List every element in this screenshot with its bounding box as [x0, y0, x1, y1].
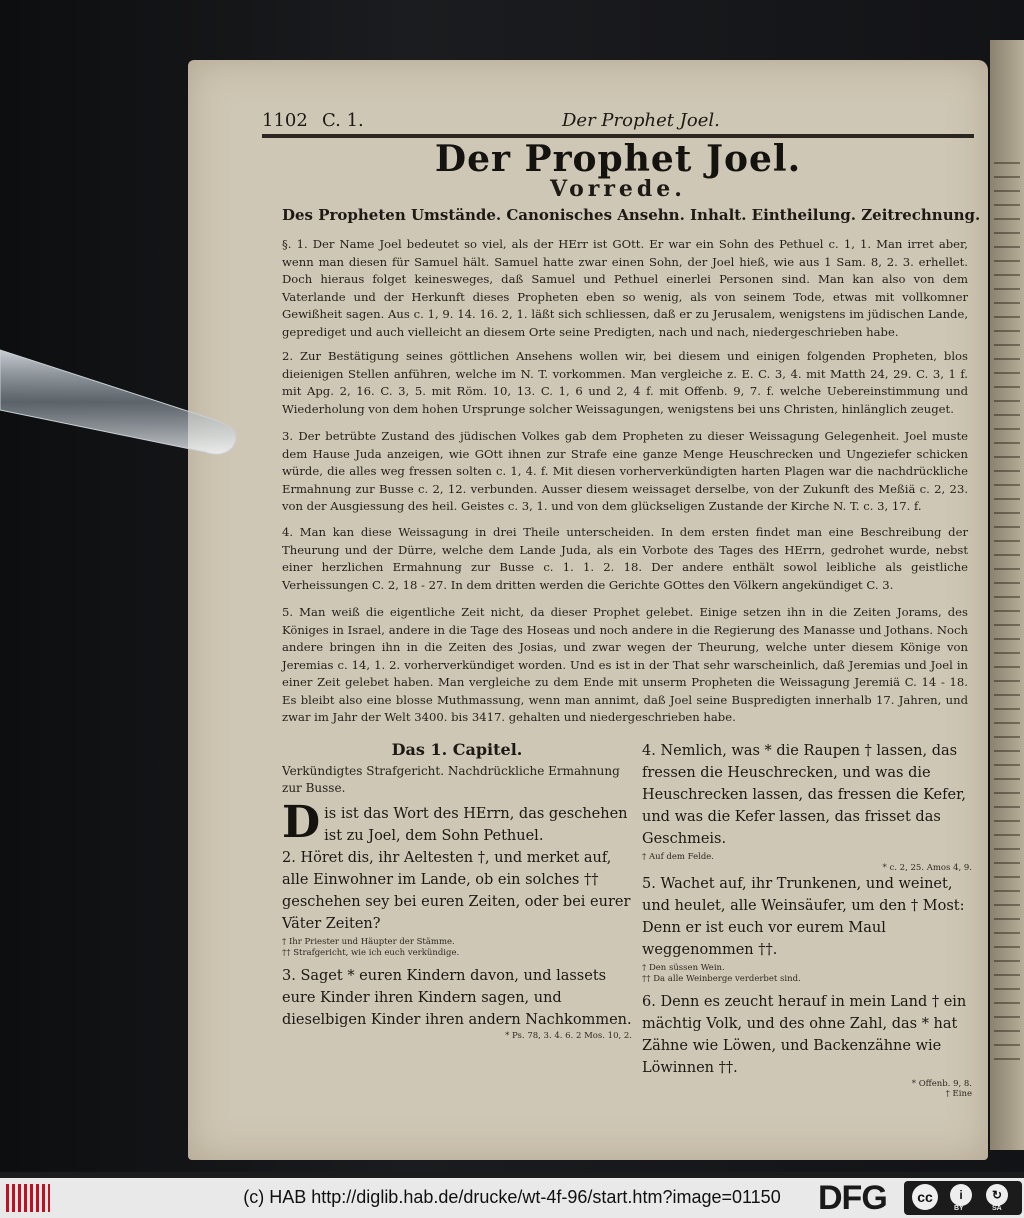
- catchword: † Eine: [945, 1089, 972, 1099]
- cc-license-badge[interactable]: [904, 1181, 1022, 1215]
- by-label: BY: [954, 1205, 964, 1212]
- verse-2: 2. Höret dis, ihr Aeltesten †, und merket auf, alle Einwohner im Lande, ob ein solches †† geschehen sey bei euren Zeiten, oder bei eurer Väter Zeiten?: [282, 850, 631, 932]
- sa-icon: ↻: [986, 1184, 1008, 1206]
- chapter-summary: Verkündigtes Strafgericht. Nachdrückliche Ermahnung zur Busse.: [282, 764, 620, 795]
- preface-summary: Des Propheten Umstände. Canonisches Ansehn. Inhalt. Eintheilung. Zeitrechnung.: [282, 206, 981, 224]
- page-holder-wand: [0, 330, 250, 480]
- sa-label: SA: [992, 1205, 1002, 1212]
- preface-paragraph-5: 5. Man weiß die eigentliche Zeit nicht, da dieser Prophet gelebet. Einige setzen ihn in die Zeiten Jorams, des Königes in Israel, andere in die Tage des Hoseas und noch andere in die Regierung des Manasse und Jothans. Noch andere bringen ihn in die Zeiten des Josias, und zwar wegen der Theurung, welche unter diesem Könige von Jeremias c. 14, 1. 2. vorherverkündiget worden. Und es ist in der That sehr warscheinlich, daß Jeremias und Joel in einer Zeit gelebet haben. Man vergleiche zu dem Ende mit unserm Propheten die Weissagung Jeremiä C. 14 - 18. Es bleibt also eine blosse Muthmassung, wenn man annimt, daß Joel seine Buspredigten innerhalb 17. Jahren, und zwar im Jahr der Welt 3400. bis 3417. gehalten und niedergeschrieben habe.: [282, 605, 968, 724]
- left-column: [282, 740, 632, 1041]
- initial-letter: D: [282, 797, 321, 848]
- preface-heading: Vorrede.: [550, 176, 686, 202]
- preface-paragraph-2: 2. Zur Bestätigung seines göttlichen Ansehens wollen wir, bei diesem und einigen folgenden Propheten, blos dieienigen Stellen anführen, welche im N. T. vorkommen. Man vergleiche z. E. C. 3, 4. mit Matth 24, 29. C. 3, 1 f. mit Apg. 2, 16. C. 3, 5. mit Röm. 10, 13. C. 1, 6 und 2, 4 f. mit Offenb. 9, 7. f. welche Uebereinstimmung und Wiederholung von dem hohen Ursprunge solcher Weissagungen, wenigstens bei uns Christen, hinlänglich zeuget.: [282, 349, 968, 416]
- chapter-heading: Das 1. Capitel.: [391, 740, 523, 759]
- verse-1: [282, 797, 632, 848]
- preface-paragraph-1: §. 1. Der Name Joel bedeutet so viel, als der HErr ist GOtt. Er war ein Sohn des Pethuel c. 1, 1. Man irret aber, wenn man diesen für Samuel hält. Samuel hatte zwar einen Sohn, der Joel hieß, wie aus 1 Sam. 8, 2. 3. erhellet. Doch hieraus folget keinesweges, daß Samuel und Pethuel einerlei Personen sind. Man kan also von dem Vaterlande und der Herkunft dieses Propheten eben so wenig, als von seinem Tode, etwas mit vollkomner Gewißheit sagen. Aus c. 1, 9. 14. 16. 2, 1. läßt sich schliessen, daß er zu Jerusalem, wenigstens im jüdischen Lande, geprediget und auch vielleicht an diesem Orte seine Predigten, nach und nach, niedergeschrieben habe.: [282, 237, 968, 339]
- verse-6: 6. Denn es zeucht herauf in mein Land † ein mächtig Volk, und des ohne Zahl, das * hat Zähne wie Löwen, und Backenzähne wie Löwinnen ††.: [642, 994, 967, 1076]
- running-title: Der Prophet Joel.: [562, 110, 720, 131]
- verse-3-reference: * Ps. 78, 3. 4. 6. 2 Mos. 10, 2.: [505, 1031, 632, 1041]
- page-number: 1102: [262, 110, 308, 131]
- verse-4: 4. Nemlich, was * die Raupen † lassen, das fressen die Heuschrecken, und was die Heuschrecken lassen, das fressen die Kefer, und was die Kefer lassen, das frisset das Geschmeis.: [642, 743, 967, 847]
- verse-6-reference: * Offenb. 9, 8.: [911, 1079, 972, 1089]
- footer-bar: [0, 1178, 1024, 1218]
- cc-icon: cc: [912, 1184, 938, 1210]
- chapter-marker: C. 1.: [322, 110, 364, 131]
- verse-5: 5. Wachet auf, ihr Trunkenen, und weinet, und heulet, alle Weinsäufer, um den † Most: Denn er ist euch vor eurem Maul weggenommen ††.: [642, 876, 965, 958]
- verse-5-note-2: †† Da alle Weinberge verderbet sind.: [642, 974, 801, 984]
- preface-paragraph-4: 4. Man kan diese Weissagung in drei Theile unterscheiden. In dem ersten findet man eine Beschreibung der Theurung und der Dürre, welche dem Lande Juda, als ein Vorbote des Tages des HErrn, gedrohet wurde, nebst einer herzlichen Ermahnung zur Busse c. 1. 1. 2. 18. Der andere enthält sowol leibliche als geistliche Verheissungen C. 2, 18 - 27. In dem dritten werden die Gerichte GOttes den Völkern angekündiget C. 3.: [282, 525, 968, 592]
- verse-2-note-2: †† Strafgericht, wie ich euch verkündige.: [282, 948, 460, 958]
- verse-1-text: is ist das Wort des HErrn, das geschehen ist zu Joel, dem Sohn Pethuel.: [324, 806, 628, 844]
- verse-4-reference: * c. 2, 25. Amos 4, 9.: [882, 863, 972, 873]
- right-column: [642, 740, 972, 1099]
- dfg-logo: DFG: [818, 1179, 887, 1217]
- verse-2-note-1: † Ihr Priester und Häupter der Stämme.: [282, 937, 455, 947]
- preface-paragraph-3: 3. Der betrübte Zustand des jüdischen Volkes gab dem Propheten zu dieser Weissagung Gelegenheit. Joel muste dem Hause Juda anzeigen, wie GOtt ihnen zur Strafe eine ganze Menge Heuschrecken und Ungeziefer schicken würde, die alles weg fressen solten c. 1, 4. f. Mit diesen vorherverkündigten harten Plagen war die nachdrückliche Ermahnung zur Busse c. 2, 12. verbunden. Ausser diesem weissaget derselbe, von der Zukunft des Meßiä c. 2, 23. von der Ausgiessung des heil. Geistes c. 3, 1. und von dem glückseligen Zustande der Kirche N. T. c. 3, 17. f.: [282, 429, 968, 513]
- verse-5-note-1: † Den süssen Wein.: [642, 963, 725, 973]
- copyright-credit[interactable]: (c) HAB http://diglib.hab.de/drucke/wt-4f-96/start.htm?image=01150: [243, 1187, 781, 1207]
- book-title: Der Prophet Joel.: [434, 138, 802, 180]
- verse-4-note-1: † Auf dem Felde.: [642, 852, 715, 862]
- next-page-edge: [990, 40, 1024, 1150]
- verse-3: 3. Saget * euren Kindern davon, und lassets eure Kinder ihren Kindern sagen, und dieselbigen Kinder ihren andern Nachkommen.: [282, 968, 632, 1028]
- by-icon: i: [950, 1184, 972, 1206]
